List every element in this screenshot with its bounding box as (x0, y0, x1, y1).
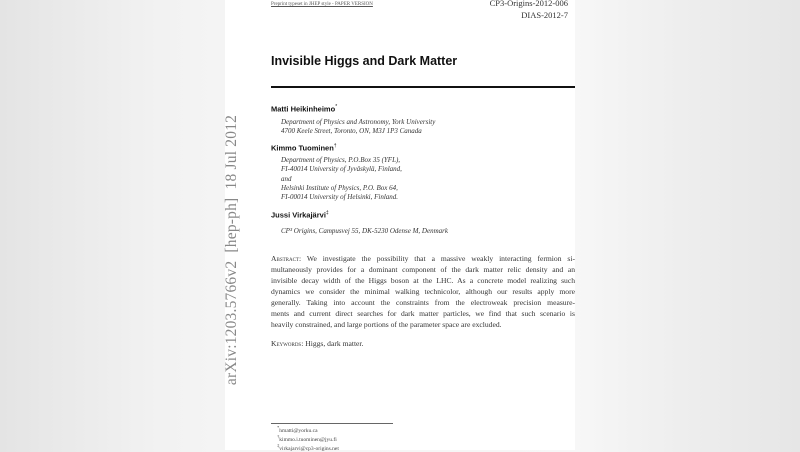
author-name: Jussi Virkajärvi‡ (271, 210, 329, 220)
arxiv-id: arXiv:1203.5766v2 (223, 260, 240, 386)
footnote-rule (271, 423, 393, 424)
author-affiliation: CP³ Origins, Campusvej 55, DK-5230 Odense M, Denmark (281, 227, 448, 235)
abstract-line: Abstract: We investigate the possibility that a massive weakly interacting fermion si- (271, 254, 575, 263)
title-rule (271, 86, 575, 88)
arxiv-stamp (223, 115, 241, 385)
footnote: ‡virkajarvi@cp3-origins.net (277, 443, 339, 452)
abstract-line: multaneously provides for a dominant component of the dark matter relic density and an (271, 265, 575, 274)
author-name: Kimmo Tuominen† (271, 143, 337, 153)
abstract-line: invisible decay width of the Higgs boson at the LHC. As a concrete model realizing such (271, 276, 575, 285)
author-affiliation: Department of Physics and Astronomy, York University 4700 Keele Street, Toronto, ON, M3J 1P3 Canada (281, 118, 436, 136)
footnote: *hmatti@yorku.ca (277, 425, 318, 434)
footnote: †kimmo.i.tuominen@jyu.fi (277, 434, 337, 443)
abstract-line: dynamics we consider the minimal walking technicolor, although our results apply more (271, 287, 575, 296)
abstract-line: generally. Taking into account the constraints from the electroweak precision measure- (271, 298, 575, 307)
author-name: Matti Heikinheimo* (271, 104, 338, 114)
author-affiliation: Department of Physics, P.O.Box 35 (YFL), FI-40014 University of Jyväskylä, Finland, and Helsinki Institute of Physics, P.O. Box 64, FI-00014 University of Helsinki, Finland. (281, 156, 402, 202)
report-number: DIAS-2012-7 (521, 10, 568, 20)
keywords: Keywords: Higgs, dark matter. (271, 339, 364, 348)
arxiv-category: [hep-ph] (223, 197, 240, 253)
paper-title: Invisible Higgs and Dark Matter (271, 54, 458, 68)
abstract-line: heavily constrained, and large portions of the parameter space are excluded. (271, 320, 502, 329)
arxiv-date: 18 Jul 2012 (223, 114, 240, 190)
report-number: CP3-Origins-2012-006 (489, 0, 568, 8)
report-numbers (490, 0, 568, 21)
preprint-note: Preprint typeset in JHEP style - PAPER VERSION (271, 2, 373, 7)
abstract-line: ments and current direct searches for dark matter particles, we find that such scenario is (271, 309, 575, 318)
abstract-label: Abstract: (271, 254, 302, 263)
